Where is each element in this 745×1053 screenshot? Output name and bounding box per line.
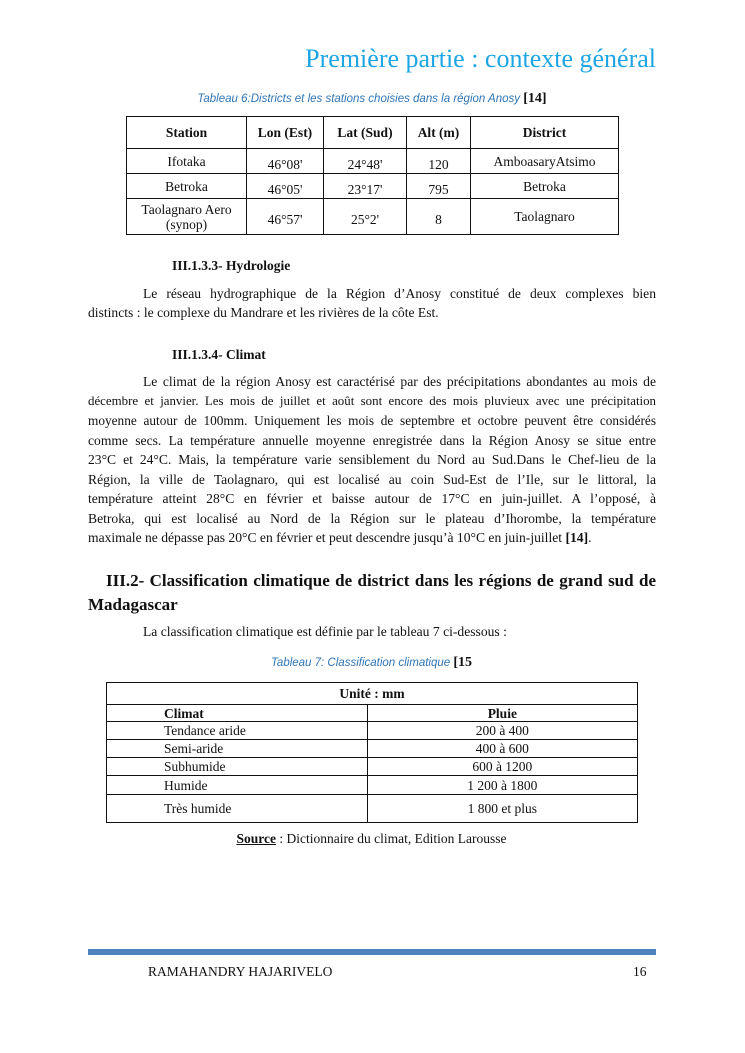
cell: 120 — [407, 149, 471, 174]
climat-ref: [14] — [565, 530, 589, 545]
climat-line: 23°C et 24°C. Mais, la température varie sensiblement du Nord au Sud.Dans le Chef-lieu de la — [88, 452, 656, 467]
climat-line: Le climat de la région Anosy est caractérisé par des précipitations abondantes au mois de — [143, 374, 656, 389]
cell: 23°17' — [324, 174, 407, 199]
cell: 8 — [407, 199, 471, 235]
th-pluie: Pluie — [367, 705, 637, 722]
cell: 24°48' — [324, 149, 407, 174]
cell: Tendance aride — [107, 722, 368, 740]
hydro-heading: III.1.3.3- Hydrologie — [172, 258, 291, 273]
table-row — [107, 795, 638, 823]
cell: Humide — [107, 776, 368, 795]
climat-line: Betroka, qui est localisé au Nord de la Région sur le plateau d’Ihorombe, la température — [88, 510, 656, 526]
cell: 400 à 600 — [367, 740, 637, 758]
source-text: : Dictionnaire du climat, Edition Larousse — [275, 831, 507, 846]
footer-rule — [88, 949, 656, 955]
cell: Subhumide — [107, 758, 368, 776]
table-row — [127, 199, 619, 235]
section-heading-line2: Madagascar — [88, 595, 178, 614]
th-lat: Lat (Sud) — [324, 117, 407, 149]
table7 — [106, 682, 638, 823]
climat-heading: III.1.3.4- Climat — [172, 347, 266, 362]
cell: Betroka — [127, 174, 247, 199]
caption-ref: [15 — [453, 655, 473, 670]
climat-line: comme secs. La température annuelle moyenne enregistrée dans la Région Anosy se situe entre — [88, 432, 656, 448]
table7-source — [106, 831, 637, 847]
cell: 46°08' — [247, 149, 324, 174]
cell: Taolagnaro Aero (synop) — [127, 199, 247, 235]
cell: 46°57' — [247, 199, 324, 235]
th-lon: Lon (Est) — [247, 117, 324, 149]
climat-line: décembre et janvier. Les mois de juillet et août sont encore des mois pluvieux avec une précipitation — [88, 393, 656, 408]
unit-header: Unité : mm — [107, 683, 638, 705]
hydro-line: distincts : le complexe du Mandrare et les rivières de la côte Est. — [88, 305, 439, 320]
table-row — [107, 776, 638, 795]
cell: 200 à 400 — [367, 722, 637, 740]
th-climat: Climat — [107, 705, 368, 722]
cell: Betroka — [471, 174, 619, 199]
th-district: District — [471, 117, 619, 149]
climat-line: température atteint 28°C en février et baisse autour de 17°C en juin-juillet. A l’opposé, à — [88, 491, 656, 506]
cell: 46°05' — [247, 174, 324, 199]
cell: Ifotaka — [127, 149, 247, 174]
hydro-line: Le réseau hydrographique de la Région d’Anosy constitué de deux complexes bien — [143, 286, 656, 301]
climat-line: Région, la ville de Taolagnaro, qui est localisé au coin Sud-Est de l’Ile, sur le littoral, la — [88, 471, 656, 487]
cell: 600 à 1200 — [367, 758, 637, 776]
climat-line: moyenne autour de 100mm. Uniquement les mois de septembre et octobre peuvent être considérés — [88, 413, 656, 428]
part-header: Première partie : contexte général — [305, 44, 656, 73]
cell: AmboasaryAtsimo — [471, 149, 619, 174]
climat-line-text: maximale ne dépasse pas 20°C en février et peut descendre jusqu’à 10°C en juin-juillet — [88, 530, 563, 545]
source-label: Source — [236, 831, 276, 846]
caption-text: Tableau 7: Classification climatique — [270, 657, 451, 669]
footer-author: RAMAHANDRY HAJARIVELO — [148, 964, 333, 979]
climat-line-last: maximale ne dépasse pas 20°C en février et peut descendre jusqu’à 10°C en juin-juillet [14]. — [88, 530, 592, 545]
table-row — [107, 758, 638, 776]
th-alt: Alt (m) — [407, 117, 471, 149]
table-row — [107, 722, 638, 740]
cell: Très humide — [107, 795, 368, 823]
cell: 25°2' — [324, 199, 407, 235]
section-heading-line1: III.2- Classification climatique de district dans les régions de grand sud de — [106, 571, 656, 590]
table-row — [127, 149, 619, 174]
section-intro: La classification climatique est définie par le tableau 7 ci-dessous : — [143, 624, 507, 639]
table-row — [107, 740, 638, 758]
cell: Taolagnaro — [471, 199, 619, 235]
cell: 795 — [407, 174, 471, 199]
cell: 1 800 et plus — [367, 795, 637, 823]
table6-caption — [126, 91, 618, 107]
th-station: Station — [127, 117, 247, 149]
table7-caption — [106, 655, 637, 671]
page-number: 16 — [633, 964, 647, 979]
table-row — [127, 174, 619, 199]
caption-text: Tableau 6:Districts et les stations choisies dans la région Anosy — [197, 93, 521, 105]
caption-ref: [14] — [523, 91, 547, 106]
table6 — [126, 116, 619, 235]
cell: Semi-aride — [107, 740, 368, 758]
cell: 1 200 à 1800 — [367, 776, 637, 795]
